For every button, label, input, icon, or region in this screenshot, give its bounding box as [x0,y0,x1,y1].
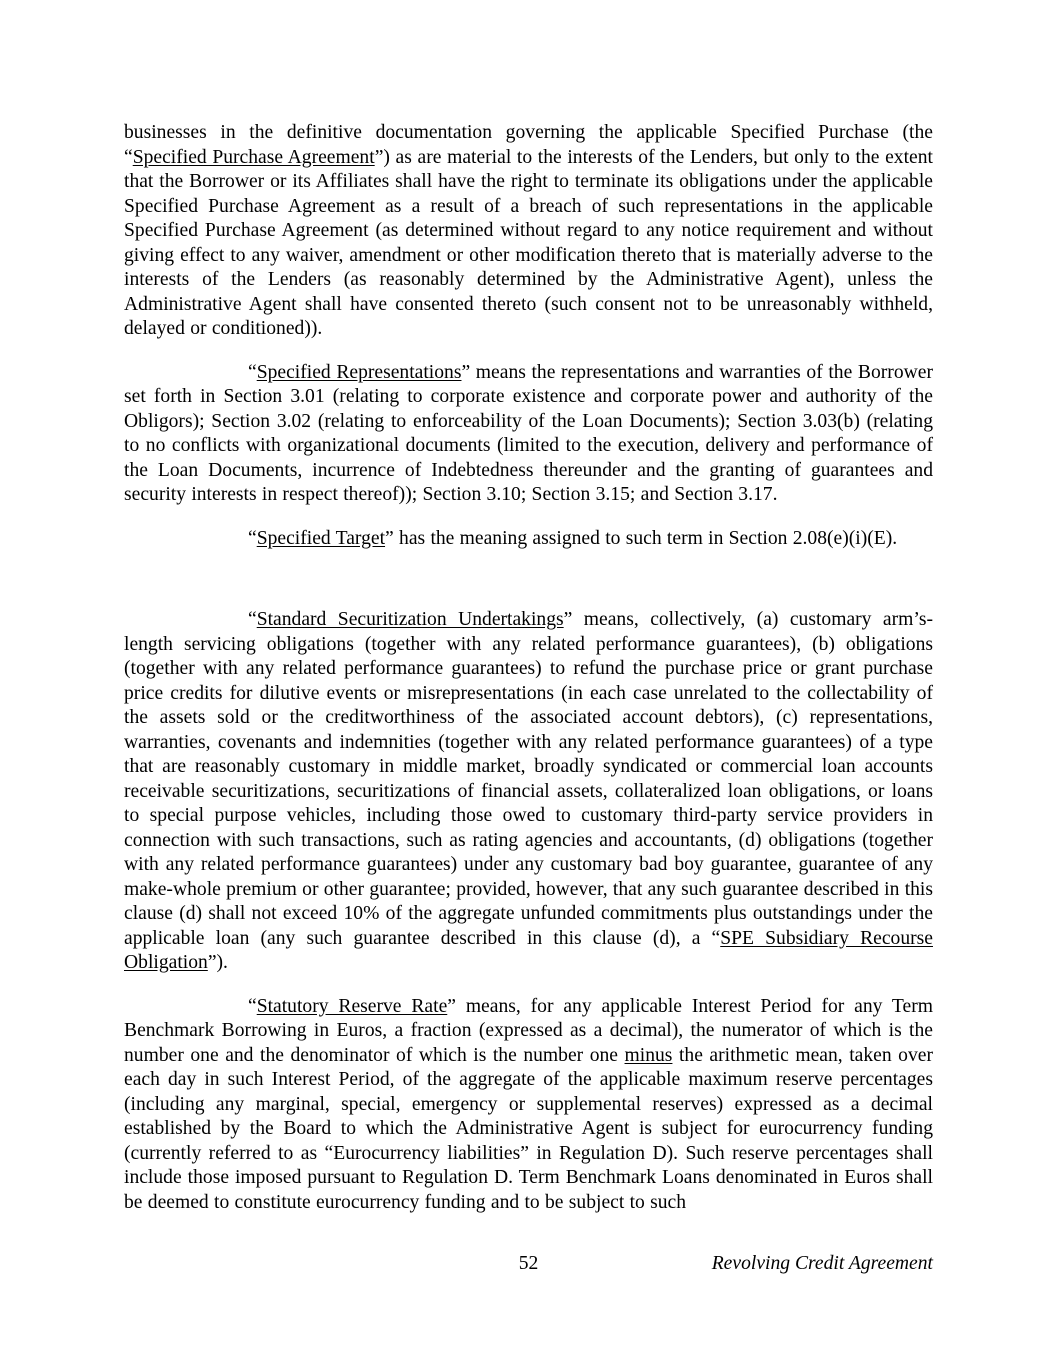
page-number: 52 [518,1253,539,1274]
body-text-run: ” means the representations and warranties of the Borrower set forth in Section 3.01 (relating to corporate existence and corporate power and authority of the Obligors); Section 3.02 (relating to enforceability of the Loan Documents); Section 3.03(b) (relating to no conflicts with organizational documents (limited to the execution, delivery and performance of the Loan Documents, incurrence of Indebtedness thereunder and the granting of guarantees and security interests in respect thereof)); Section 3.10; Section 3.15; and Section 3.17. [124,361,934,505]
body-text-run: the arithmetic mean, taken over each day in such Interest Period, of the aggregate of the applicable maximum reserve percentages (including any marginal, special, emergency or supplemental reserves) expressed as a decimal established by the Board to which the Administrative Agent is subject for eurocurrency funding (currently referred to as “Eurocurrency liabilities” in Regulation D). Such reserve percentages shall include those imposed pursuant to Regulation D. Term Benchmark Loans denominated in Euros shall be deemed to constitute eurocurrency funding and to be subject to such [124,1044,933,1213]
defined-term: Standard Securitization Undertakings [256,609,564,630]
paragraph-specified-representations-definition [124,361,933,508]
body-text-run: “ [248,361,257,383]
body-text-run: “ [248,527,257,549]
defined-term: Specified Purchase Agreement [132,146,375,168]
body-text-run: ” means, for any applicable Interest Period for any Term Benchmark Borrowing in Euros, a fraction (expressed as a decimal), the numerator of which is the number one and the denominator of which is the number one [124,995,933,1066]
defined-term: Statutory Reserve Rate [256,995,448,1017]
body-text-run: “ [248,609,257,630]
footer-document-title: Revolving Credit Agreement [711,1253,933,1274]
body-text-run: ”). [207,952,228,973]
body-text-run: ”) as are material to the interests of the Lenders, but only to the extent that the Borrower or its Affiliates shall have the right to terminate its obligations under the applicable Specified Purchase Agreement as a result of a breach of such representations in the applicable Specified Purchase Agreement (as determined without regard to any notice requirement and without giving effect to any waiver, amendment or other modification thereto that is materially adverse to the interests of the Lenders (as reasonably determined by the Administrative Agent), unless the Administrative Agent shall have consented thereto (such consent not to be unreasonably withheld, delayed or conditioned)). [124,146,933,339]
body-text-run: businesses in the definitive documentation governing the applicable Specified Purchase (the “ [124,122,933,168]
body-text-run: ” means, collectively, (a) customary arm’s-length servicing obligations (together with any related performance guarantees), (b) obligations (together with any related performance guarantees) to refund the purchase price or grant purchase price credits for dilutive events or misrepresentations (in each case unrelated to the collectability of the assets sold or the creditworthiness of the associated account debtors), (c) representations, warranties, covenants and indemnities (together with any related performance guarantees) of a type that are reasonably customary in middle market, broadly syndicated or commercial loan accounts receivable securitizations, securitizations of financial assets, collateralized loan obligations, or loans to special purpose vehicles, including those owed to customary third-party service providers in connection with such transactions, such as rating agencies and accountants, (d) obligations (together with any related performance guarantees) under any customary bad boy guarantee, guarantee of any make-whole premium or other guarantee; provided, however, that any such guarantee described in this clause (d) shall not exceed 10% of the aggregate unfunded commitments plus outstandings under the applicable loan (any such guarantee described in this clause (d), a “ [124,609,934,949]
body-text-run: ” has the meaning assigned to such term in Section 2.08(e)(i)(E). [385,527,898,549]
body-text-run: “ [248,995,257,1017]
paragraph-standard-securitization-undertakings-definition [124,608,933,976]
document-body [124,121,933,1234]
page-footer [124,1252,933,1278]
paragraph-specified-target-definition [124,527,933,552]
paragraph-specified-purchase-agreement-continuation [124,121,933,342]
defined-term: Specified Representations [256,361,462,383]
defined-term: Specified Target [256,527,386,549]
paragraph-statutory-reserve-rate-definition [124,995,933,1216]
defined-term: SPE Subsidiary Recourse Obligation [124,927,933,973]
defined-term: minus [624,1044,673,1066]
